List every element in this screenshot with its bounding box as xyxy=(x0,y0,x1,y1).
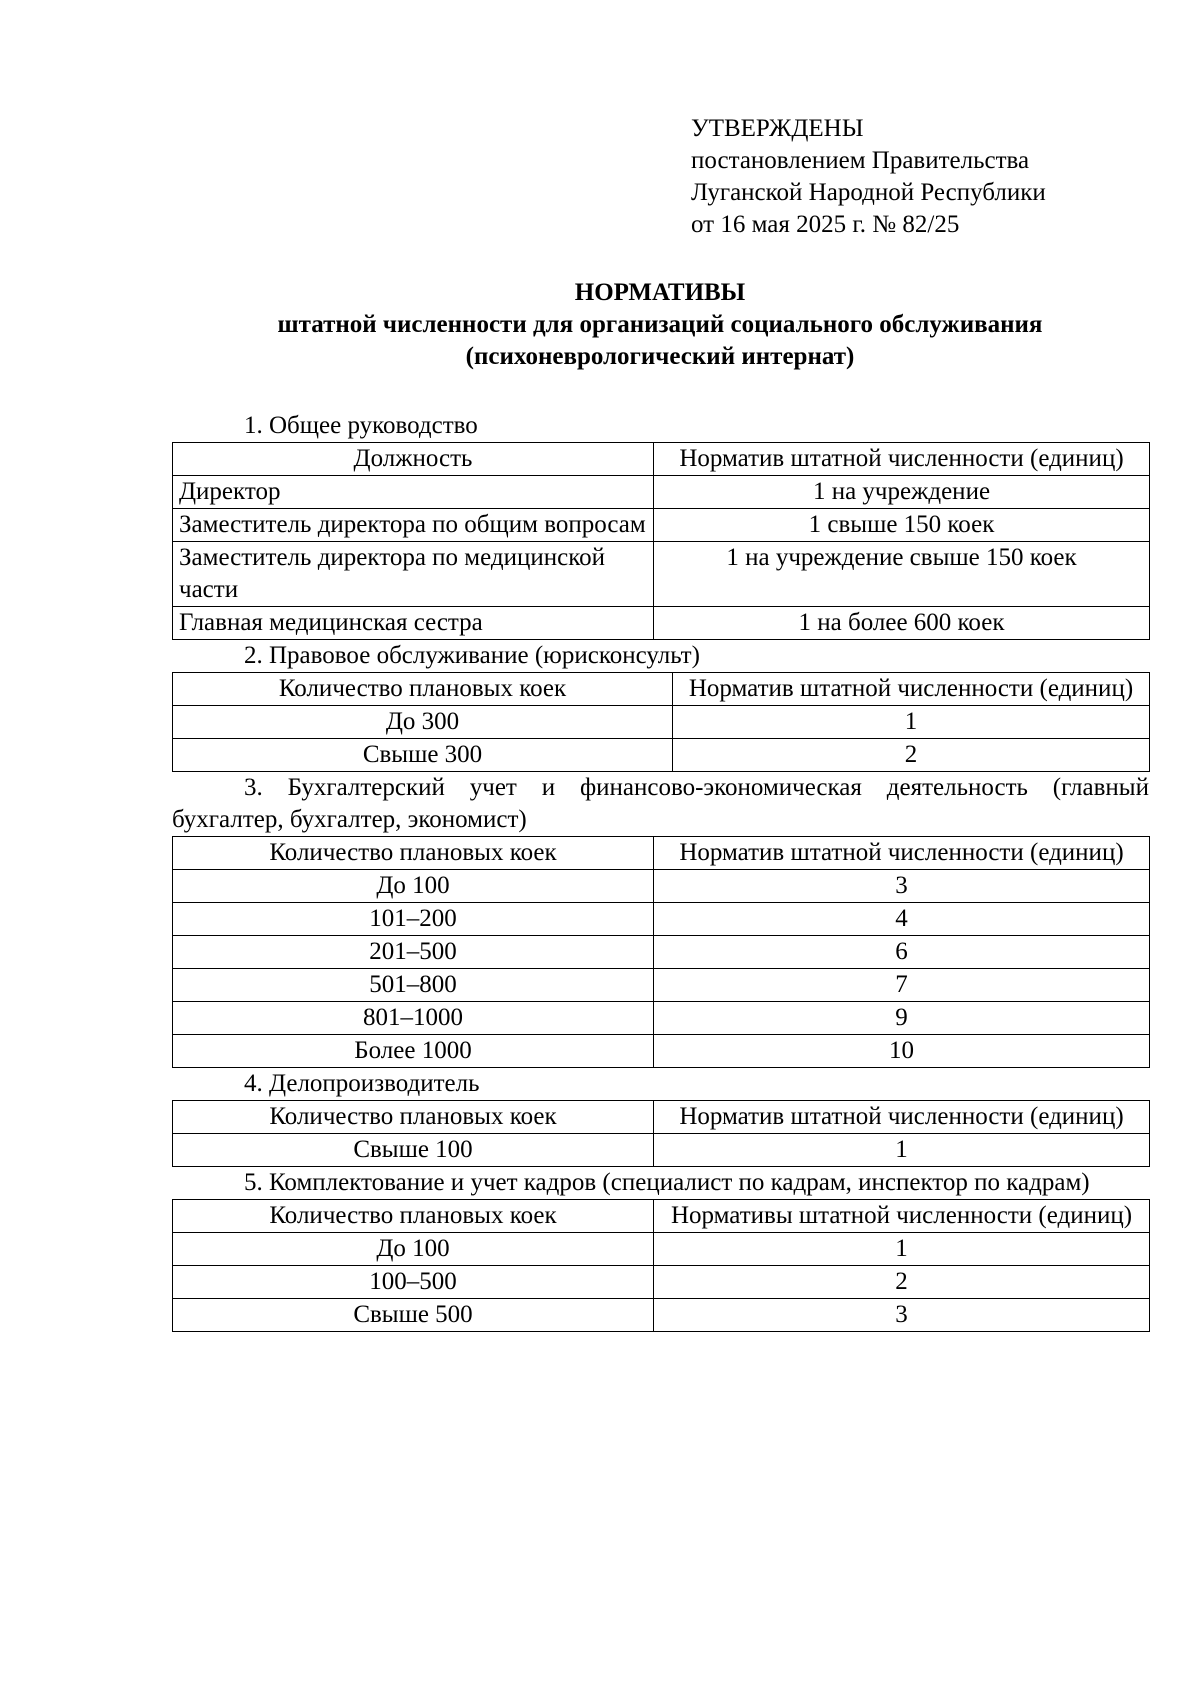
table-row xyxy=(173,607,1150,640)
table-cell: 4 xyxy=(654,903,1150,936)
column-header: Количество плановых коек xyxy=(173,673,673,706)
table-cell: 2 xyxy=(673,739,1150,772)
approval-date: от 16 мая 2025 г. № 82/25 xyxy=(691,211,960,238)
table-cell: Заместитель директора по медицинской части xyxy=(173,542,654,607)
table-cell: 1 xyxy=(654,1233,1150,1266)
table-cell: До 100 xyxy=(173,870,654,903)
table-cell: Директор xyxy=(173,476,654,509)
table-row xyxy=(173,509,1150,542)
column-header: Количество плановых коек xyxy=(173,837,654,870)
table-cell: 1 xyxy=(654,1134,1150,1167)
table-cell: Свыше 300 xyxy=(173,739,673,772)
column-header: Нормативы штатной численности (единиц) xyxy=(654,1200,1150,1233)
section-title: 2. Правовое обслуживание (юрисконсульт) xyxy=(244,642,700,669)
table-cell: 10 xyxy=(654,1035,1150,1068)
table-cell: 1 свыше 150 коек xyxy=(654,509,1150,542)
table-cell: 3 xyxy=(654,870,1150,903)
table-row xyxy=(173,969,1150,1002)
table-cell: 801–1000 xyxy=(173,1002,654,1035)
column-header: Количество плановых коек xyxy=(173,1200,654,1233)
table-row xyxy=(173,903,1150,936)
document-title: НОРМАТИВЫ xyxy=(574,279,746,306)
section-3-table xyxy=(172,836,1150,1068)
section-5-table xyxy=(172,1199,1150,1332)
table-header-row xyxy=(173,443,1150,476)
table-row xyxy=(173,542,1150,607)
table-cell: 1 xyxy=(673,706,1150,739)
table-cell: 1 на учреждение свыше 150 коек xyxy=(654,542,1150,607)
column-header: Норматив штатной численности (единиц) xyxy=(654,443,1150,476)
table-cell: 9 xyxy=(654,1002,1150,1035)
table-cell: 3 xyxy=(654,1299,1150,1332)
table-header-row xyxy=(173,1101,1150,1134)
table-cell: 7 xyxy=(654,969,1150,1002)
section-2-table xyxy=(172,672,1150,772)
column-header: Норматив штатной численности (единиц) xyxy=(673,673,1150,706)
table-cell: 6 xyxy=(654,936,1150,969)
approval-title: УТВЕРЖДЕНЫ xyxy=(691,115,864,142)
table-cell: До 300 xyxy=(173,706,673,739)
table-cell: 101–200 xyxy=(173,903,654,936)
approval-block xyxy=(691,113,1046,241)
table-cell: Заместитель директора по общим вопросам xyxy=(173,509,654,542)
section-title: 4. Делопроизводитель xyxy=(244,1070,480,1097)
table-cell: 100–500 xyxy=(173,1266,654,1299)
table-row xyxy=(173,1299,1150,1332)
table-cell: 2 xyxy=(654,1266,1150,1299)
table-header-row xyxy=(173,837,1150,870)
table-cell: 201–500 xyxy=(173,936,654,969)
table-cell: Свыше 100 xyxy=(173,1134,654,1167)
table-cell: Главная медицинская сестра xyxy=(173,607,654,640)
table-cell: 1 на более 600 коек xyxy=(654,607,1150,640)
table-row xyxy=(173,706,1150,739)
approval-line: Луганской Народной Республики xyxy=(691,179,1046,206)
document-subtitle: штатной численности для организаций социального обслуживания xyxy=(277,311,1043,338)
table-cell: Свыше 500 xyxy=(173,1299,654,1332)
table-row xyxy=(173,870,1150,903)
table-row xyxy=(173,1233,1150,1266)
section-1-table xyxy=(172,442,1150,640)
table-cell: 501–800 xyxy=(173,969,654,1002)
column-header: Норматив штатной численности (единиц) xyxy=(654,837,1150,870)
document-subtitle: (психоневрологический интернат) xyxy=(465,343,855,370)
table-cell: 1 на учреждение xyxy=(654,476,1150,509)
column-header: Должность xyxy=(173,443,654,476)
document-heading xyxy=(172,277,1148,373)
section-title: 1. Общее руководство xyxy=(244,412,478,439)
section-title: 5. Комплектование и учет кадров (специалист по кадрам, инспектор по кадрам) xyxy=(244,1169,1090,1196)
approval-line: постановлением Правительства xyxy=(691,147,1030,174)
table-header-row xyxy=(173,1200,1150,1233)
section-4-table xyxy=(172,1100,1150,1167)
table-cell: Более 1000 xyxy=(173,1035,654,1068)
table-row xyxy=(173,739,1150,772)
document-body xyxy=(172,410,1149,1332)
table-row xyxy=(173,1266,1150,1299)
table-row xyxy=(173,1002,1150,1035)
table-header-row xyxy=(173,673,1150,706)
table-cell: До 100 xyxy=(173,1233,654,1266)
column-header: Количество плановых коек xyxy=(173,1101,654,1134)
table-row xyxy=(173,1035,1150,1068)
table-row xyxy=(173,476,1150,509)
column-header: Норматив штатной численности (единиц) xyxy=(654,1101,1150,1134)
table-row xyxy=(173,1134,1150,1167)
section-title: 3. Бухгалтерский учет и финансово-экономическая деятельность (главный бухгалтер, бухгалтер, экономист) xyxy=(172,774,1149,833)
table-row xyxy=(173,936,1150,969)
